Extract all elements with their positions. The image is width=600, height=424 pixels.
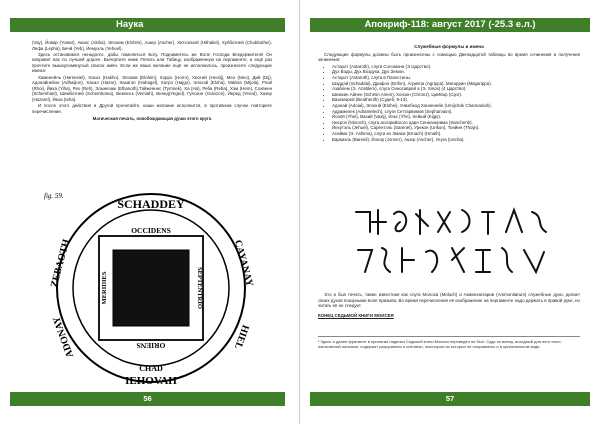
right-section-title: Служебные формулы и имена	[414, 44, 484, 49]
seal-svg	[40, 186, 262, 386]
end-title: КОНЕЦ СЕДЬМОЙ КНИГИ МОИСЕЯ	[318, 312, 394, 318]
sigil-glyphs-figure	[346, 202, 556, 282]
left-paragraph-2: Здесь остановимся ненадолго, дабы помолиться Богу. Поднимитесь же Воле Господа Вседержителя! Он направит вас по лучшей дороге. Вычертите ниже Печать или Табицу, изображённую на пергаменте, и ещё раз прочтите вышеупомянутый список имён. Если же ваше желание ещё не исполнилось, произнесите следующие имена:	[32, 51, 272, 74]
seal-center-bottom: CHAD	[139, 364, 163, 373]
list-item: • Азаблем (Э. Azablem), слуга Синосаврей а (Э. Sinos) (4 Царство).	[332, 86, 580, 92]
right-after-paragraph: Это и был печать, также известная как слуга Молоха (Moloch) и Аммоннитарии (Ammonitarum) служебные духи, делает своих духов покорными воле призыва. Во время перечисления её изображение на пергаменте надо держать в правой руке, но читать её не следует.	[318, 292, 580, 309]
seal-outer-right: CAYANAY	[231, 238, 255, 288]
right-after-figure	[318, 292, 580, 318]
magic-seal-figure	[40, 186, 262, 386]
list-item: • Дух Воды, Дух Воздуха, Дух Земли.	[332, 69, 580, 75]
seal-outer-top: SCHADDEY	[117, 197, 185, 211]
right-page-number: 57	[310, 392, 590, 406]
right-footnote: ¹ Здесь и далее фрагмент в принятии надписи Седьмой книги Моисея переведён не был. Судя по всему, исходный для него текст, написанный латынью, содержит разрушения и опечатки, некоторые из которых не поправлены и в оригинальном виде.	[318, 336, 580, 349]
list-item: • Шемхин Айнен (Schmin Amen), Хонзон (Chronz), ЦиИйор (Cijor).	[332, 92, 580, 98]
list-item: • Астарот (Astaroth), слуга в Палестины.	[332, 75, 580, 81]
seal-outer-right-low: HIEL	[231, 323, 251, 351]
sigil-svg	[346, 202, 556, 282]
left-paragraph-4: И после этого действия и Другой прочитайте, каши желание исполнится, в противном случае повторите перечисление.	[32, 103, 272, 114]
left-page-body	[32, 40, 272, 122]
seal-inner-bottom: ORIENS	[136, 341, 166, 350]
seal-outer-left-low: ADONAY	[51, 314, 77, 359]
seal-outer-left: ZEBAOTH	[48, 238, 73, 289]
right-intro: Следующие формулы должны быть произнесены с помощью Двенадцатой таблицы во время сочинения и получения зачинения:	[318, 51, 580, 63]
right-page-body	[318, 44, 580, 144]
list-item: • Асийма (Э. Ashima), слуги из Эмахи (Emach) (Hmath).	[332, 131, 580, 137]
list-item: • Вахемэрей (Beatherith) (Судеб, 9-13).	[332, 97, 580, 103]
formula-list	[332, 64, 580, 142]
list-item: • Йехутэль (Jehuel), Сарентэль (Sarenel), Урекон (Urikon), Тонйин (Thoijn).	[332, 125, 580, 131]
seal-inner-right: SEPTENTRIO	[196, 267, 203, 309]
right-page-header: Апокриф-118: август 2017 (-25.3 е.л.)	[310, 18, 590, 32]
left-paragraph-3: Хаменейль (Hamneiel), Хахох (Hakho), Элохим (Elohim), Хорро (Horro), Хеотий (Heotij), Мео (Meo), Дий (Dij), Адонайнейон (Adhaijion), Хахал (Hazar), Хахагэл (Hahagel), Хатро (Hajgo), Элохэй (Eloha), Мийла (Mijola), Рхой (Rhoi), Йиха (Yiha), Рех (Reh), Эльжнэаж (Elhanoth),Тайженнес (Tyrnnek), Ха (Ha), Реба (Reba), Хэм (Hem), Сохвенн (Schemhael), Шемботней (Schembotea), Вемонск (Vemiah), Венед(Yeged), Гулозон (Gulozon), Йеред (Yered), Хазер (Hazarel), Йеха (Ieha).	[32, 74, 272, 102]
list-item: • Нисрох (Nisroch), слуга ассирийского царя Сеннахерима (Sanchenb).	[332, 120, 580, 126]
seal-inner-left: MERIDIES	[101, 271, 108, 305]
left-page-header: Наука	[10, 18, 285, 32]
seal-fig-label: fig. 59.	[44, 192, 64, 200]
list-item: • Шэддэй (Schaddai), Дрифон (Drifon), Агриппа (Agrippa), Магаррин (Magarippa).	[332, 81, 580, 87]
seal-caption: Магическая печать, освобождающая души этого круга	[92, 116, 212, 122]
seal-outer-bottom: IEHOVAH	[125, 375, 177, 386]
right-page	[300, 0, 600, 424]
list-item: • Баркиэль (Bareiel), Йонэр (Jonner), Ашер (Ascher), Уеуга (Uscha).	[332, 137, 580, 143]
left-page-number: 56	[10, 392, 285, 406]
list-item: • Адрамелек (Adramelech), слуги Сеттарвимов (Sepharvaim).	[332, 109, 580, 115]
list-item: • Астарот (Astaroth), слуга Соломона (Э Царство).	[332, 64, 580, 70]
list-item: • Адонай (Adoiai), Элохнй (Elohei), Ун&ебкод Хонненейн (Umijchde Channaniah).	[332, 103, 580, 109]
seal-inner-top: OCCIDENS	[131, 226, 171, 235]
list-item: • Йоэлй (Yhel), Вахий (Vaxij), Йэкс (Yhn), Хейшй (Kijgs).	[332, 114, 580, 120]
left-paragraph-1: (Vay), Йовар (Yowar), Акиос (Akiha), Элохим (Elohim), Ашер (Ascher), Хитхэлиой (Hithaliel), Хубботней (Chubbothei), Лефа (Lepha), Бичй (Yeb), Йемуэль (Yehuel).	[32, 40, 272, 51]
